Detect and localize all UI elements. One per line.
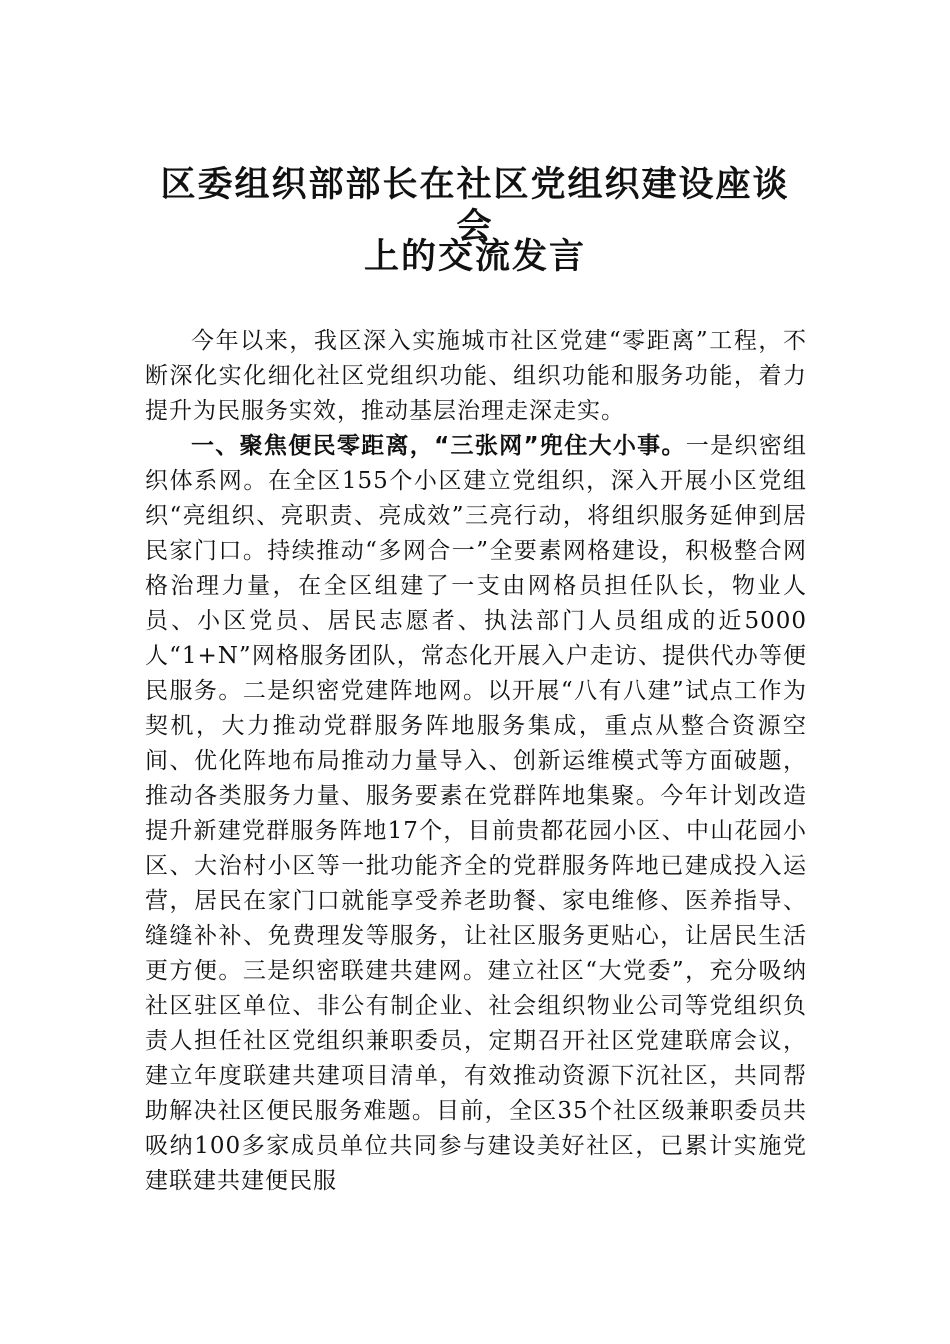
document-title-line2: 上的交流发言 [363,236,586,277]
document-title-line1: 区委组织部部长在社区党组织建设座谈会 [160,164,790,247]
section1-body: 一是织密组织体系网。在全区155个小区建立党组织，深入开展小区党组织“亮组织、亮职责、亮成效”三亮行动，将组织服务延伸到居民家门口。持续推动“多网合一”全要素网格建设，积极整合网格治理力量，在全区组建了一支由网格员担任队长，物业人员、小区党员、居民志愿者、执法部门人员组成的近5000人“1+N”网格服务团队，常态化开展入户走访、提供代办等便民服务。二是织密党建阵地网。以开展“八有八建”试点工作为契机，大力推动党群服务阵地服务集成，重点从整合资源空间、优化阵地布局推动力量导入、创新运维模式等方面破题，推动各类服务力量、服务要素在党群阵地集聚。今年计划改造提升新建党群服务阵地17个，目前贵都花园小区、中山花园小区、大治村小区等一批功能齐全的党群服务阵地已建成投入运营，居民在家门口就能享受养老助餐、家电维修、医养指导、缝缝补补、免费理发等服务，让社区服务更贴心，让居民生活更方便。三是织密联建共建网。建立社区“大党委”，充分吸纳社区驻区单位、非公有制企业、社会组织物业公司等党组织负责人担任社区党组织兼职委员，定期召开社区党建联席会议，建立年度联建共建项目清单，有效推动资源下沉社区，共同帮助解决社区便民服务难题。目前，全区35个社区级兼职委员共吸纳100多家成员单位共同参与建设美好社区，已累计实施党建联建共建便民服 [145,433,808,1194]
section1-heading: 一、聚焦便民零距离，“三张网”兜住大小事。 [191,433,686,459]
section1-paragraph [145,429,807,1199]
document-body [145,324,807,1199]
intro-paragraph: 今年以来，我区深入实施城市社区党建“零距离”工程，不断深化实化细化社区党组织功能、组织功能和服务功能，着力提升为民服务实效，推动基层治理走深走实。 [145,328,807,424]
